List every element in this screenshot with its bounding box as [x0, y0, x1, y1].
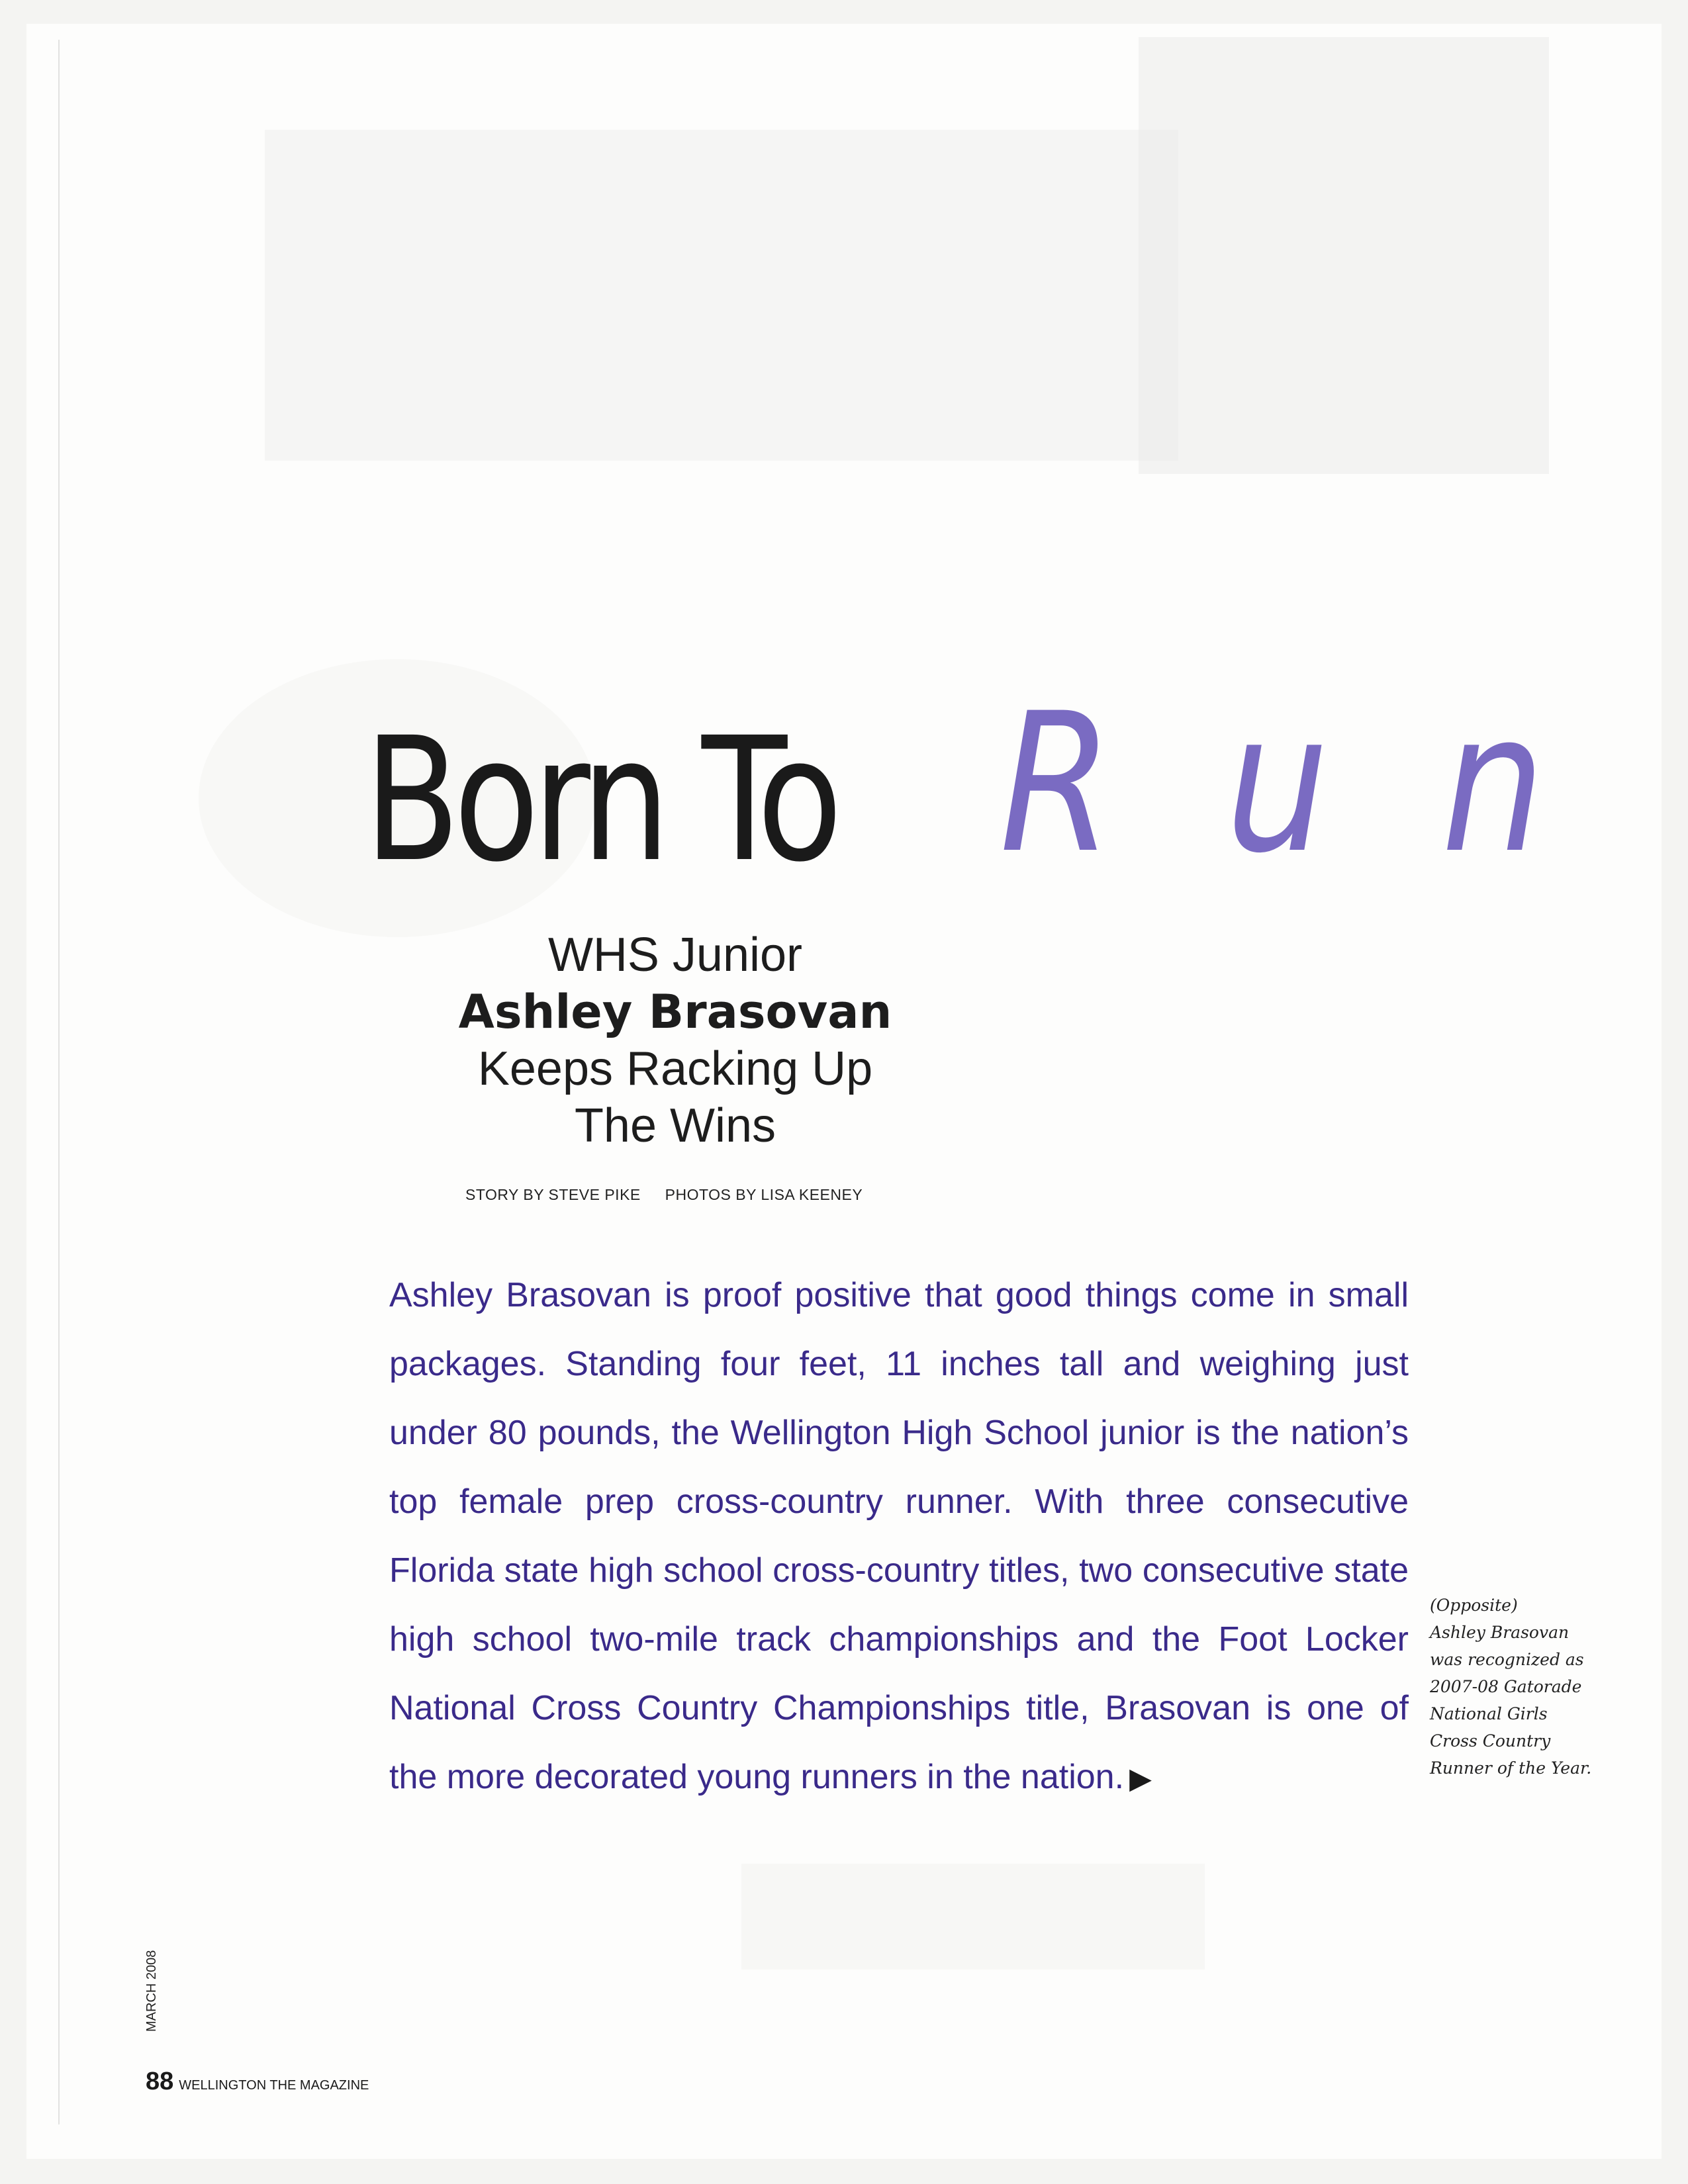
continue-arrow-icon: ▶ — [1129, 1762, 1152, 1795]
deck-line: WHS Junior — [547, 929, 803, 981]
byline — [465, 1186, 863, 1204]
show-through-area — [1139, 37, 1549, 474]
photo-credit: PHOTOS BY LISA KEENEY — [665, 1186, 863, 1203]
page-number: 88 — [146, 2068, 174, 2095]
deck — [371, 927, 980, 1154]
page-edge — [58, 40, 60, 2124]
caption-line: Cross Country — [1430, 1731, 1551, 1751]
article-body — [389, 1261, 1409, 1813]
caption-line: National Girls — [1430, 1704, 1548, 1723]
photo-caption — [1430, 1592, 1642, 1782]
show-through-area — [265, 130, 1178, 461]
body-paragraph: Ashley Brasovan is proof positive that good things come in small packages. Standing four feet, 11 inches tall and weighing just under 80 pounds, the Wellington High School junior is the nation’s top female prep cross-country runner. With three consecutive Florida state high school cross-country titles, two consecutive state high school two-mile track championships and the Foot Locker National Cross Country Championships title, Brasovan is one of the more decorated young runners in the nation. — [389, 1276, 1409, 1796]
story-credit: STORY BY STEVE PIKE — [465, 1186, 641, 1203]
caption-line: was recognized as — [1430, 1650, 1584, 1669]
headline-run: Run — [1000, 672, 1658, 895]
deck-line: The Wins — [574, 1099, 776, 1152]
issue-date: MARCH 2008 — [144, 1950, 159, 2032]
headline-born-to: Born To — [364, 701, 837, 899]
caption-line: Runner of the Year. — [1430, 1758, 1592, 1778]
caption-line: (Opposite) — [1430, 1596, 1518, 1615]
folio — [146, 2068, 369, 2096]
deck-line: Keeps Racking Up — [477, 1042, 873, 1095]
magazine-name: WELLINGTON THE MAGAZINE — [179, 2078, 369, 2093]
caption-line: Ashley Brasovan — [1430, 1623, 1570, 1642]
show-through-area — [741, 1864, 1205, 1970]
caption-line: 2007-08 Gatorade — [1430, 1677, 1582, 1696]
deck-athlete-name: Ashley Brasovan — [458, 985, 892, 1039]
